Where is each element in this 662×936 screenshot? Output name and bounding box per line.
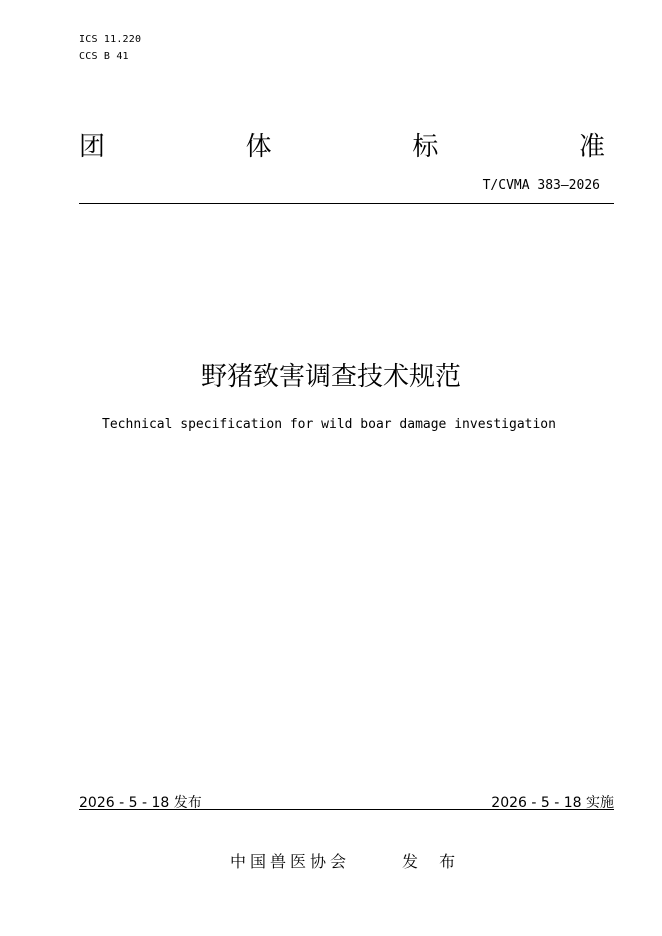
publisher-name: 中国兽医协会 bbox=[230, 852, 351, 871]
ics-code: ICS 11.220 bbox=[79, 34, 142, 45]
publish-label: 发 布 bbox=[402, 852, 464, 871]
standard-type-char: 团 bbox=[79, 131, 106, 162]
standard-type-char: 准 bbox=[578, 131, 605, 162]
standard-type-heading bbox=[79, 124, 605, 164]
standard-code: T/CVMA 383—2026 bbox=[482, 178, 600, 193]
title-english: Technical specification for wild boar damage investigation bbox=[102, 417, 556, 432]
publish-date: 2026 - 5 - 18 发布 bbox=[79, 795, 202, 811]
standard-type-char: 标 bbox=[412, 131, 439, 162]
implement-date: 2026 - 5 - 18 实施 bbox=[491, 795, 614, 811]
standard-type-char: 体 bbox=[245, 131, 272, 162]
title-chinese: 野猪致害调查技术规范 bbox=[200, 362, 461, 392]
footer-divider bbox=[79, 809, 614, 810]
header-divider bbox=[79, 203, 614, 204]
ccs-code: CCS B 41 bbox=[79, 51, 129, 62]
